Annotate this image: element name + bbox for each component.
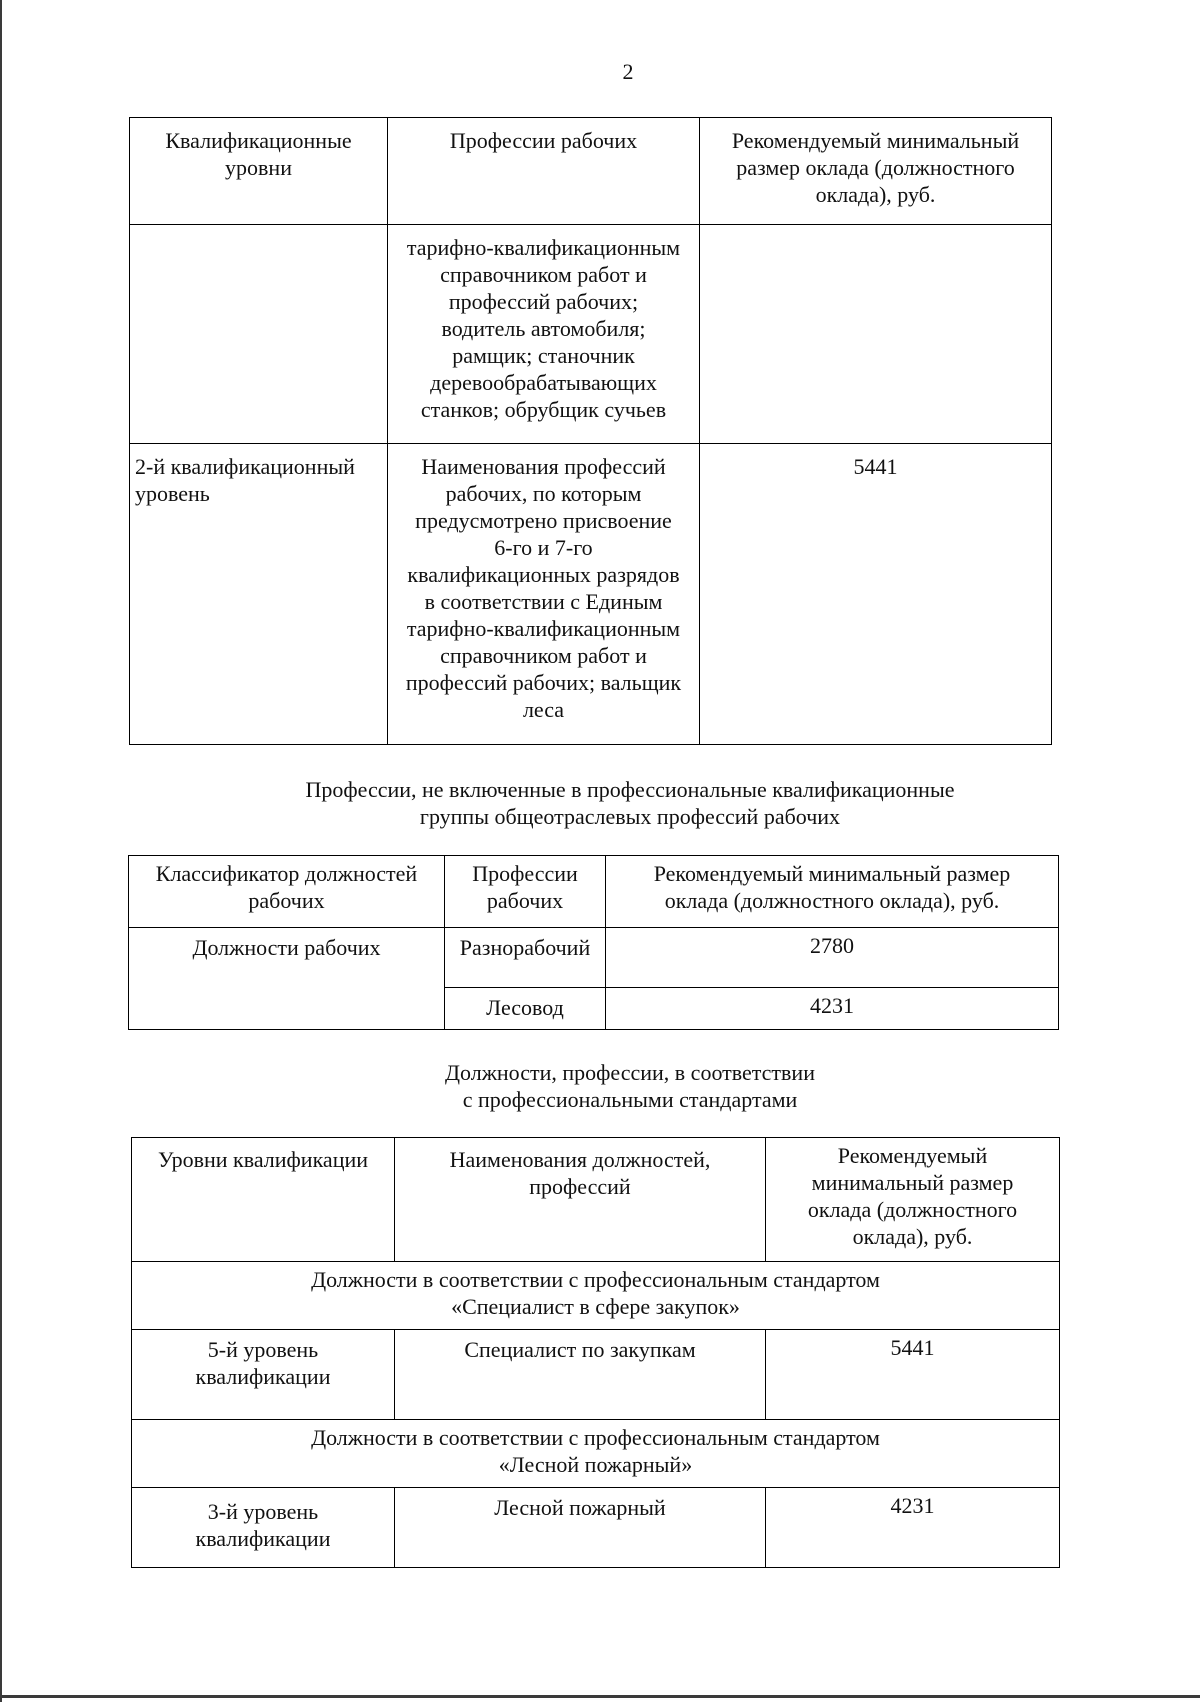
table-row <box>132 1330 1060 1420</box>
header-min-salary: Рекомендуемый минимальный размер оклада (должностного оклада), руб. <box>700 118 1052 225</box>
level-cell: 5-й уровень квалификации <box>132 1330 395 1420</box>
header-qualification-levels: Уровни квалификации <box>132 1138 395 1262</box>
unlisted-professions-table <box>128 855 1059 1030</box>
level-cell: 3-й уровень квалификации <box>132 1488 395 1568</box>
section-heading-unlisted-professions: Профессии, не включенные в профессиональные квалификационные группы общеотраслевых профессий рабочих <box>305 777 955 829</box>
header-min-salary: Рекомендуемый минимальный размер оклада (должностного оклада), руб. <box>766 1138 1060 1262</box>
scan-edge-bottom <box>0 1695 1200 1698</box>
header-classifier: Классификатор должностей рабочих <box>129 856 445 928</box>
group-title-row <box>132 1262 1060 1330</box>
level-cell <box>130 225 388 444</box>
salary-cell: 2780 <box>606 928 1059 988</box>
table-header-row <box>129 856 1059 928</box>
table-row <box>130 225 1052 444</box>
page-number: 2 <box>622 59 634 84</box>
salary-cell: 5441 <box>766 1330 1060 1420</box>
professional-standards-table <box>131 1137 1060 1568</box>
group-title-row <box>132 1420 1060 1488</box>
profession-cell: Лесовод <box>445 988 606 1030</box>
scan-edge-left <box>0 0 2 1702</box>
table-header-row <box>130 118 1052 225</box>
table-row <box>130 444 1052 745</box>
section-heading-professional-standards: Должности, профессии, в соответствии с профессиональными стандартами <box>445 1060 815 1112</box>
position-cell: Специалист по закупкам <box>395 1330 766 1420</box>
table-row <box>132 1488 1060 1568</box>
salary-cell: 5441 <box>700 444 1052 745</box>
qualification-levels-table <box>129 117 1052 745</box>
table-header-row <box>132 1138 1060 1262</box>
salary-cell <box>700 225 1052 444</box>
header-min-salary: Рекомендуемый минимальный размер оклада (должностного оклада), руб. <box>606 856 1059 928</box>
professions-cell: Наименования профессий рабочих, по которым предусмотрено присвоение 6-го и 7-го квалификационных разрядов в соответствии с Единым тарифно-квалификационным справочником работ и профессий рабочих; вальщик леса <box>388 444 700 745</box>
table-row <box>129 928 1059 988</box>
header-worker-professions: Профессии рабочих <box>388 118 700 225</box>
group-label-cell: Должности рабочих <box>129 928 445 1030</box>
salary-cell: 4231 <box>766 1488 1060 1568</box>
header-professions: Профессии рабочих <box>445 856 606 928</box>
level-cell: 2-й квалификационный уровень <box>130 444 388 745</box>
group-title: Должности в соответствии с профессиональным стандартом «Специалист в сфере закупок» <box>132 1262 1060 1330</box>
header-qualification-levels: Квалификационные уровни <box>130 118 388 225</box>
position-cell: Лесной пожарный <box>395 1488 766 1568</box>
professions-cell: тарифно-квалификационным справочником работ и профессий рабочих; водитель автомобиля; рамщик; станочник деревообрабатывающих станков; обрубщик сучьев <box>388 225 700 444</box>
salary-cell: 4231 <box>606 988 1059 1030</box>
group-title: Должности в соответствии с профессиональным стандартом «Лесной пожарный» <box>132 1420 1060 1488</box>
profession-cell: Разнорабочий <box>445 928 606 988</box>
header-position-names: Наименования должностей, профессий <box>395 1138 766 1262</box>
